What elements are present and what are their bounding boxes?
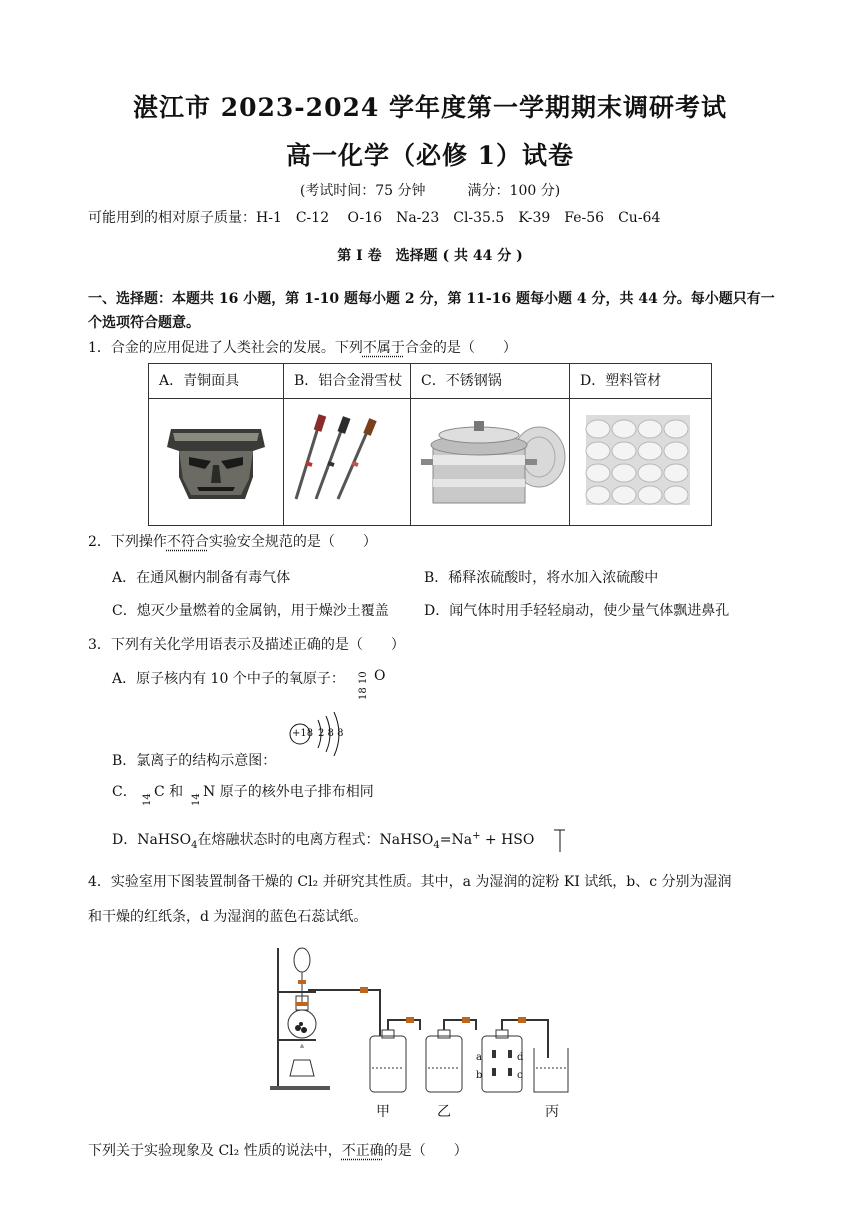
- section-intro-line1: 一、选择题：本题共 16 小题，第 1-10 题每小题 2 分，第 11-16 题每小题 4 分，共 44 分。每小题只有一: [88, 291, 775, 307]
- q3-d-mid: 在熔融状态时的电离方程式：NaHSO: [197, 832, 434, 848]
- q4-question-emphasis: 不正确: [341, 1143, 384, 1159]
- q2-stem-pre: 2．下列操作: [88, 534, 167, 550]
- paper-label-d: d: [517, 1052, 524, 1063]
- q3-d-plus: +: [472, 830, 481, 842]
- apparatus-label-jia: 甲: [376, 1104, 390, 1120]
- q2-option-c: C．熄灭少量燃着的金属钠，用于燥沙土覆盖: [112, 603, 389, 619]
- q3-d-sub1: 4: [191, 839, 198, 851]
- atomic-masses: 可能用到的相对原子质量：H-1 C-12 O-16 Na-23 Cl-35.5 K-39 Fe-56 Cu-64: [88, 210, 661, 226]
- paper-label-c: c: [517, 1070, 523, 1081]
- q2-stem-emphasis: 不符合: [166, 534, 209, 550]
- q3-option-c-mid: C 和: [154, 784, 184, 800]
- q3-d-eq: =Na: [439, 832, 473, 848]
- q4-question: [88, 1140, 468, 1160]
- q3-oxygen-isotope-scripts: [358, 660, 372, 700]
- q3-option-a-text: A．原子核内有 10 个中子的氧原子：: [112, 671, 345, 687]
- hso4-charge-mark-icon: [553, 826, 567, 854]
- q3-stem: 3．下列有关化学用语表示及描述正确的是（ ）: [88, 637, 405, 653]
- q1-image-c: [411, 399, 570, 526]
- section-intro-line2: 个选项符合题意。: [88, 315, 200, 331]
- q3-d-pre: D．NaHSO: [112, 832, 192, 848]
- apparatus-label-bing: 丙: [545, 1104, 559, 1120]
- q4-question-post: 的是（ ）: [383, 1143, 468, 1159]
- q2-option-b: B．稀释浓硫酸时，将水加入浓硫酸中: [424, 570, 659, 586]
- paper-label-b: b: [476, 1070, 483, 1081]
- q3-a-mass-number: 18: [358, 687, 369, 700]
- apparatus-label-yi: 乙: [437, 1104, 451, 1120]
- q1-stem: [88, 337, 517, 357]
- q1-option-d: D．塑料管材: [570, 364, 712, 399]
- q3-oxygen-symbol: O: [374, 668, 386, 684]
- q3-option-c-post: N 原子的核外电子排布相同: [203, 784, 374, 800]
- exam-title: 湛江市 2023-2024 学年度第一学期期末调研考试: [133, 93, 727, 122]
- q1-stem-post: 合金的是（ ）: [404, 340, 517, 356]
- q3-chloride-nucleus: +18: [292, 728, 314, 739]
- chlorine-apparatus-diagram: [268, 940, 588, 1100]
- plastic-pipes-image: [570, 399, 711, 521]
- q3-d-sub2: 4: [433, 839, 440, 851]
- q2-stem-post: 实验安全规范的是（ ）: [208, 534, 377, 550]
- q3-nitrogen-mass: 14: [191, 793, 202, 806]
- q1-option-a: A．青铜面具: [149, 364, 284, 399]
- paper-label-a: a: [476, 1052, 482, 1063]
- q2-option-a: A．在通风橱内制备有毒气体: [112, 570, 291, 586]
- q4-question-pre: 下列关于实验现象及 Cl₂ 性质的说法中，: [88, 1143, 342, 1159]
- q3-option-c: [112, 781, 137, 801]
- q4-line2: 和干燥的红纸条，d 为湿润的蓝色石蕊试纸。: [88, 909, 368, 925]
- q3-option-c-label: C．: [112, 784, 137, 800]
- q1-image-d: [570, 399, 712, 526]
- q3-option-b: B．氯离子的结构示意图：: [112, 753, 277, 769]
- q1-option-b: B．铝合金滑雪杖: [284, 364, 411, 399]
- q3-a-neutron-number: 10: [358, 671, 369, 685]
- q3-option-d: [112, 829, 534, 851]
- bronze-mask-image: [149, 399, 283, 521]
- stainless-pot-image: [411, 399, 569, 521]
- exam-info: (考试时间：75 分钟 满分：100 分): [299, 183, 561, 199]
- q1-stem-emphasis: 不属于: [362, 340, 405, 356]
- q2-stem: [88, 531, 377, 551]
- q1-image-a: [149, 399, 284, 526]
- q2-option-d: D．闻气体时用手轻轻扇动，使少量气体飘进鼻孔: [424, 603, 730, 619]
- q4-line1: 4．实验室用下图装置制备干燥的 Cl₂ 并研究其性质。其中，a 为湿润的淀粉 KI 试纸，b、c 分别为湿润: [88, 874, 732, 890]
- q3-carbon-mass: 14: [142, 793, 153, 806]
- q1-stem-pre: 1．合金的应用促进了人类社会的发展。下列: [88, 340, 363, 356]
- q3-chloride-shells: 2 8 8: [318, 728, 344, 739]
- section-heading: 第 I 卷 选择题 ( 共 44 分 ): [337, 248, 523, 264]
- q3-option-a: [112, 668, 345, 688]
- q1-options-table: [148, 363, 712, 526]
- q1-option-c: C．不锈钢锅: [411, 364, 570, 399]
- exam-subtitle: 高一化学（必修 1）试卷: [285, 141, 575, 170]
- q3-d-end: + HSO: [480, 832, 535, 848]
- ski-poles-image: [284, 399, 410, 521]
- q1-image-b: [284, 399, 411, 526]
